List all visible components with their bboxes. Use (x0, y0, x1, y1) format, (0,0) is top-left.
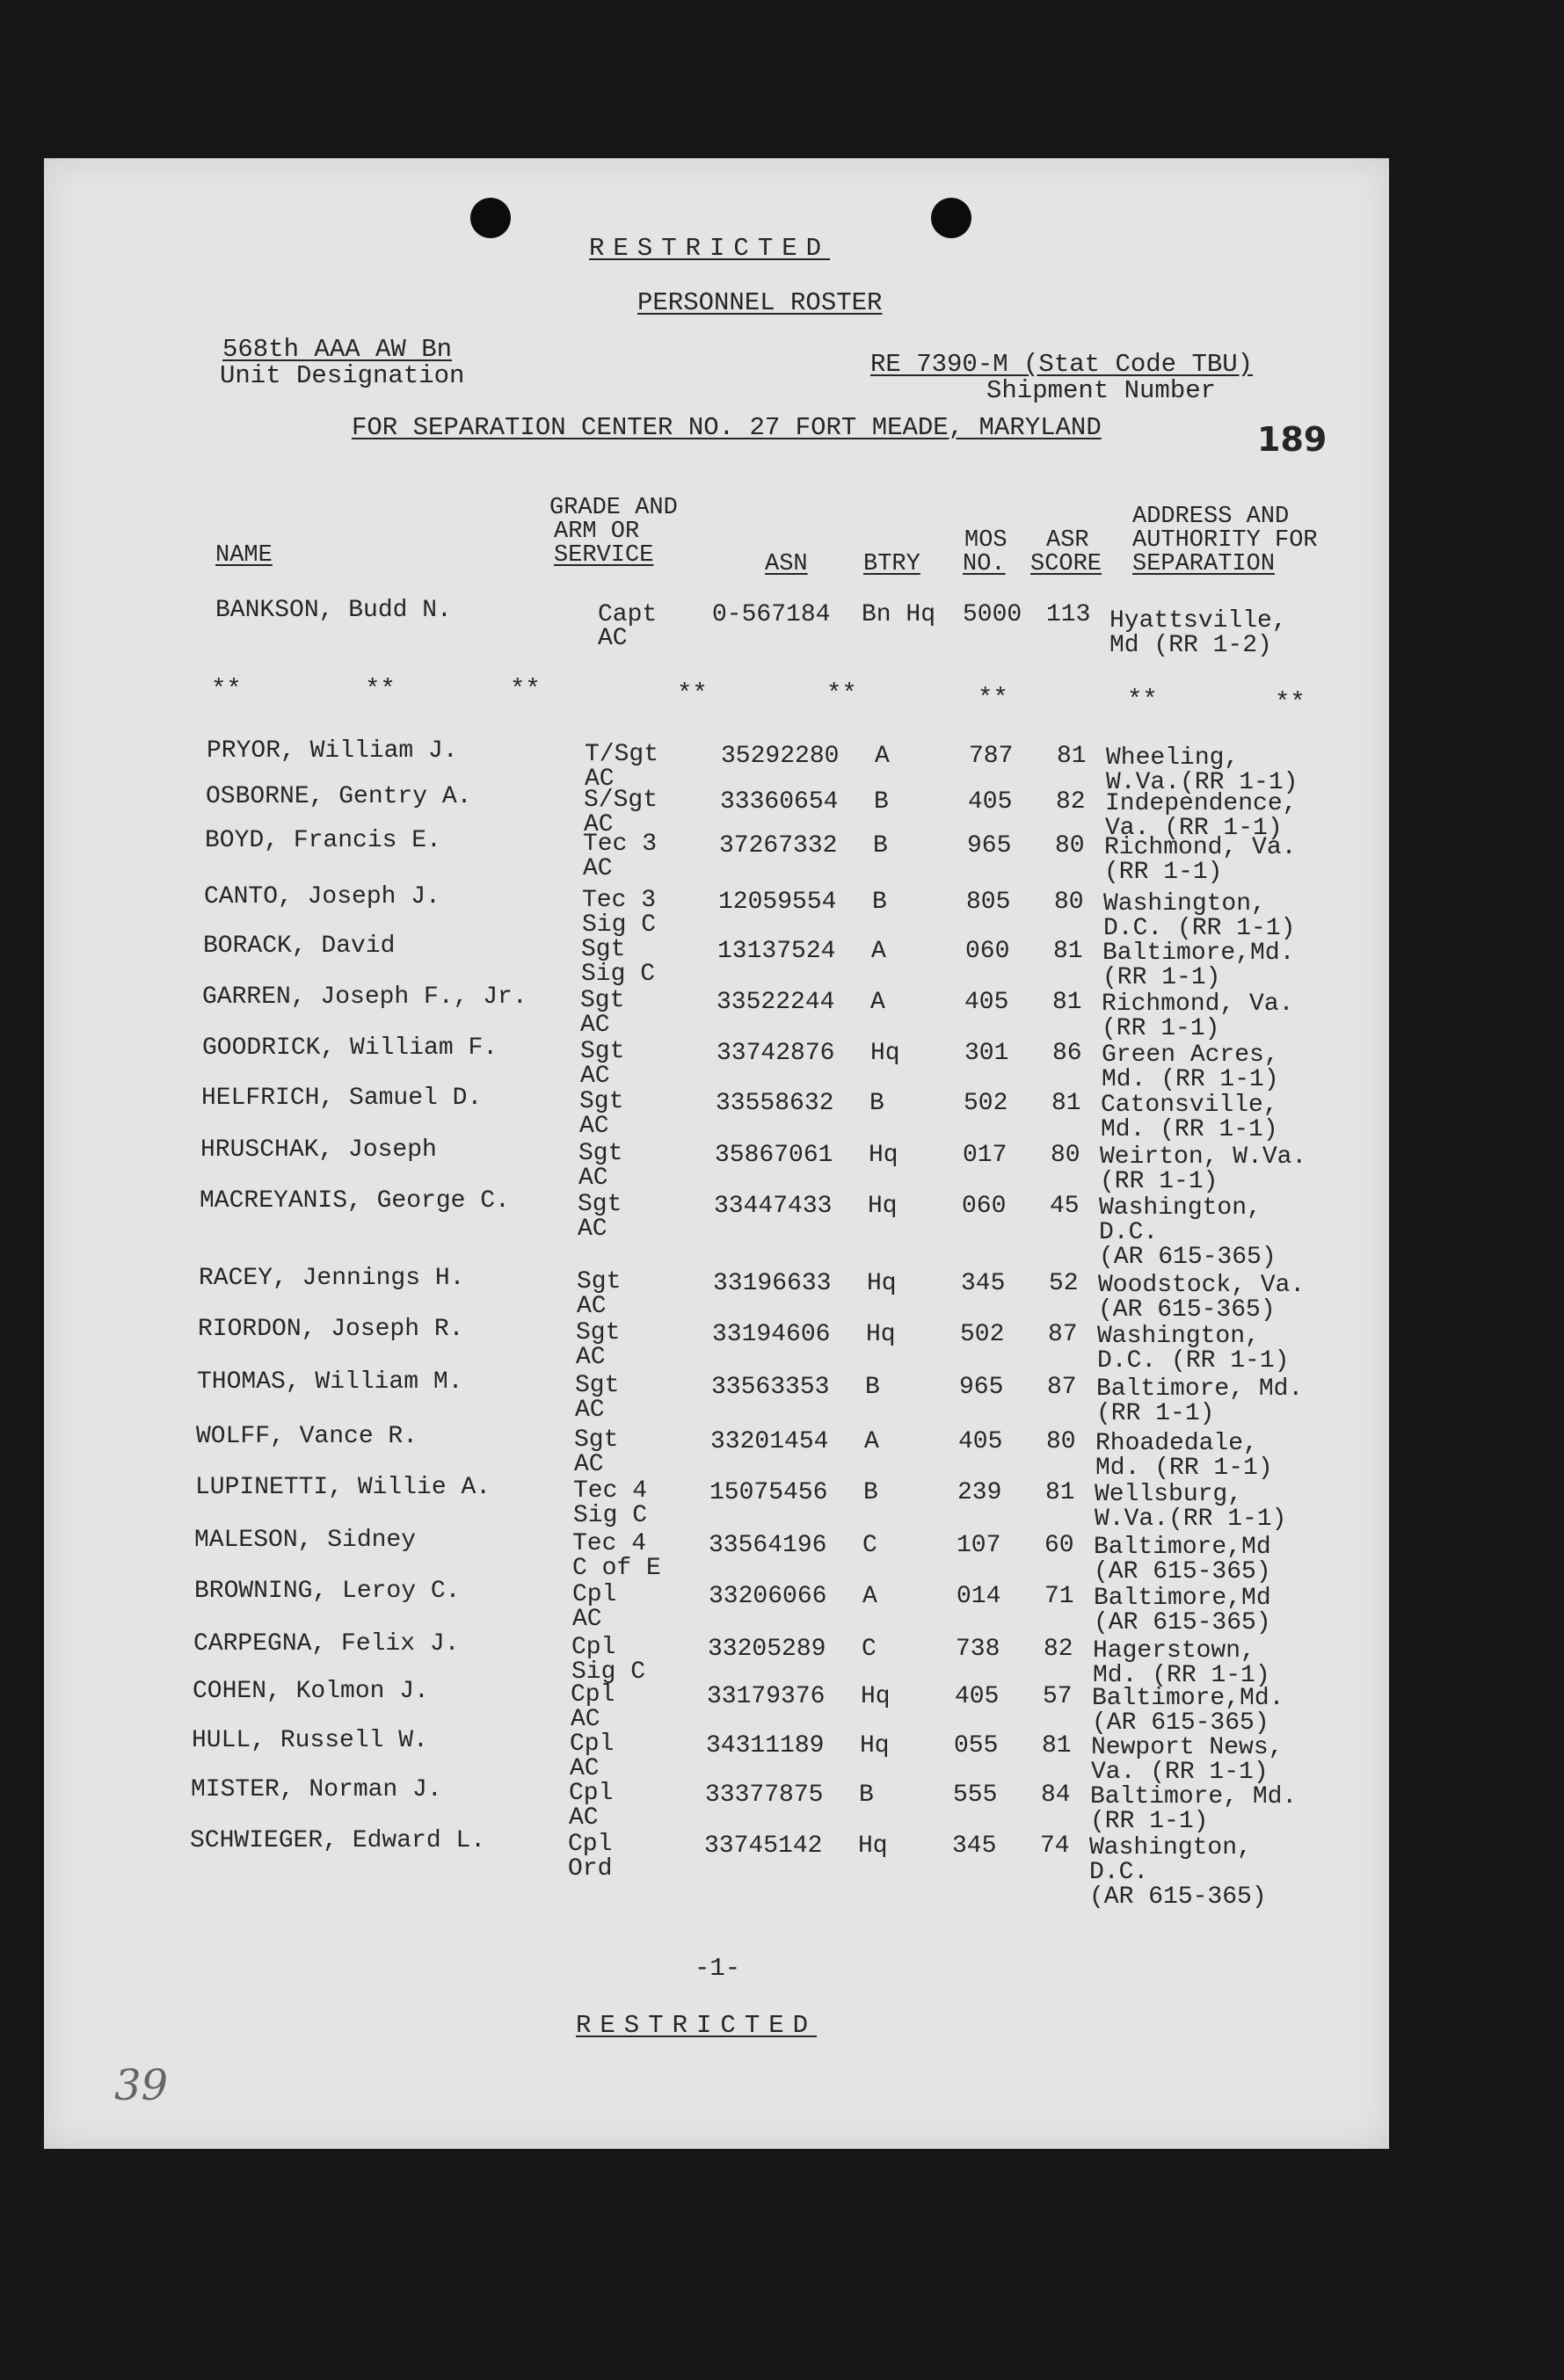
row-address-line1: Catonsville, (1101, 1092, 1278, 1119)
row-name: HULL, Russell W. (192, 1727, 428, 1754)
row-asn: 33563353 (711, 1374, 830, 1401)
row-btry: Hq (868, 1193, 898, 1220)
row-address-line1: Independence, (1105, 790, 1298, 817)
row-mos: 555 (953, 1781, 998, 1809)
row-mos: 805 (966, 889, 1011, 916)
row-address-line2: W.Va.(RR 1-1) (1095, 1506, 1287, 1533)
row-arm: Sig C (582, 911, 657, 939)
row-mos: 055 (954, 1732, 999, 1760)
row-mos: 787 (969, 743, 1014, 770)
col-address-line1: ADDRESS AND (1132, 504, 1290, 530)
row-arm: AC (569, 1804, 599, 1832)
officer-name: BANKSON, Budd N. (215, 597, 452, 624)
row-asr: 84 (1041, 1781, 1071, 1809)
roster-title: PERSONNEL ROSTER (637, 288, 883, 317)
officer-btry: Bn Hq (862, 601, 936, 628)
separator-asterisks: ** (510, 675, 541, 704)
row-asr: 87 (1048, 1321, 1078, 1348)
row-mos: 345 (952, 1832, 997, 1860)
row-asr: 60 (1044, 1532, 1074, 1559)
binder-hole-left (470, 198, 511, 238)
roster-page (44, 158, 1389, 2149)
row-name: HELFRICH, Samuel D. (201, 1085, 483, 1112)
officer-asr: 113 (1046, 601, 1091, 628)
separator-asterisks: ** (1127, 686, 1158, 715)
row-asr: 57 (1043, 1683, 1073, 1710)
row-asn: 13137524 (717, 938, 836, 965)
row-name: MISTER, Norman J. (191, 1776, 442, 1803)
row-btry: A (875, 743, 890, 770)
row-mos: 239 (957, 1479, 1002, 1506)
row-mos: 405 (968, 788, 1013, 816)
row-name: PRYOR, William J. (207, 737, 458, 765)
row-address-line2: (RR 1-1) (1102, 1015, 1220, 1042)
row-btry: A (864, 1428, 879, 1455)
row-btry: C (862, 1532, 877, 1559)
row-asn: 33179376 (707, 1683, 826, 1710)
officer-address-line1: Hyattsville, (1109, 607, 1287, 635)
row-address-line2: D.C. (1099, 1219, 1159, 1246)
col-asr-line1: ASR (1046, 527, 1089, 554)
row-grade: S/Sgt (584, 787, 658, 814)
row-address-line1: Baltimore, Md. (1090, 1783, 1298, 1810)
row-btry: B (872, 889, 887, 916)
row-address-line1: Washington, (1099, 1194, 1262, 1222)
row-asn: 33522244 (717, 989, 835, 1016)
col-mos-line2: NO. (963, 551, 1006, 577)
separator-asterisks: ** (677, 679, 708, 708)
row-arm: Sig C (581, 961, 656, 988)
row-address-line1: Baltimore,Md. (1102, 940, 1295, 967)
row-btry: A (862, 1583, 877, 1610)
row-name: BOYD, Francis E. (205, 827, 441, 854)
row-asn: 35292280 (721, 743, 840, 770)
row-arm: AC (585, 766, 615, 793)
row-name: MACREYANIS, George C. (200, 1187, 510, 1215)
row-asr: 80 (1046, 1428, 1076, 1455)
row-asr: 87 (1047, 1374, 1077, 1401)
row-grade: Sgt (578, 1140, 623, 1167)
row-arm: AC (584, 811, 614, 838)
row-btry: A (870, 989, 885, 1016)
col-address-line2: AUTHORITY FOR (1132, 527, 1318, 554)
row-asr: 52 (1049, 1270, 1079, 1297)
col-grade-line3: SERVICE (554, 542, 654, 569)
col-grade-line1: GRADE AND (549, 495, 678, 521)
row-address-line2: (AR 615-365) (1094, 1609, 1271, 1636)
officer-arm: AC (598, 625, 628, 652)
row-asr: 74 (1040, 1832, 1070, 1860)
row-address-line2: (RR 1-1) (1100, 1168, 1218, 1195)
row-name: HRUSCHAK, Joseph (200, 1136, 437, 1164)
row-asn: 33447433 (714, 1193, 833, 1220)
row-grade: Sgt (579, 1088, 624, 1115)
row-address-line1: Rhoadedale, (1095, 1430, 1258, 1457)
row-name: MALESON, Sidney (194, 1527, 417, 1554)
row-asr: 82 (1044, 1636, 1073, 1663)
row-btry: Hq (869, 1142, 898, 1169)
officer-address-line2: Md (RR 1-2) (1109, 632, 1272, 659)
row-asn: 15075456 (709, 1479, 828, 1506)
row-btry: B (873, 832, 888, 860)
row-asr: 45 (1050, 1193, 1080, 1220)
row-mos: 301 (964, 1040, 1009, 1067)
row-arm: AC (577, 1293, 607, 1320)
row-grade: Cpl (571, 1681, 615, 1709)
row-asn: 33196633 (713, 1270, 832, 1297)
row-address-line1: Washington, (1089, 1834, 1252, 1861)
row-grade: Cpl (572, 1581, 617, 1608)
row-asr: 86 (1052, 1040, 1082, 1067)
row-mos: 405 (958, 1428, 1003, 1455)
row-name: RIORDON, Joseph R. (198, 1316, 464, 1343)
row-btry: Hq (866, 1321, 896, 1348)
row-grade: Sgt (575, 1372, 620, 1399)
row-grade: Sgt (576, 1319, 621, 1346)
row-mos: 502 (960, 1321, 1005, 1348)
row-mos: 345 (961, 1270, 1006, 1297)
row-address-line1: Washington, (1097, 1323, 1260, 1350)
row-grade: Sgt (581, 936, 626, 963)
separation-center: FOR SEPARATION CENTER NO. 27 FORT MEADE, MARYLAND (352, 413, 1102, 442)
row-address-line1: Woodstock, Va. (1098, 1272, 1306, 1299)
officer-asn: 0-567184 (712, 601, 831, 628)
unit-designation-label: Unit Designation (220, 361, 465, 390)
row-asn: 33564196 (709, 1532, 827, 1559)
row-mos: 738 (956, 1636, 1000, 1663)
row-address-line2: Md. (RR 1-1) (1102, 1066, 1279, 1093)
row-arm: AC (578, 1165, 608, 1192)
row-asr: 82 (1056, 788, 1086, 816)
row-grade: Tec 3 (582, 887, 657, 914)
row-address-line1: Richmond, Va. (1104, 834, 1297, 861)
col-btry: BTRY (863, 551, 920, 577)
row-arm: AC (580, 1012, 610, 1039)
officer-mos: 5000 (963, 601, 1022, 628)
row-address-line2: D.C. (RR 1-1) (1097, 1347, 1290, 1375)
row-address-line2: Md. (RR 1-1) (1093, 1662, 1270, 1689)
row-asn: 12059554 (718, 889, 837, 916)
row-asr: 80 (1051, 1142, 1080, 1169)
row-mos: 060 (962, 1193, 1007, 1220)
row-address-line1: Baltimore,Md (1094, 1534, 1271, 1561)
row-address-line2: (RR 1-1) (1102, 964, 1221, 991)
row-asn: 33360654 (720, 788, 839, 816)
row-asn: 33201454 (710, 1428, 829, 1455)
row-address-line1: Weirton, W.Va. (1100, 1143, 1307, 1171)
row-asn: 33742876 (717, 1040, 835, 1067)
row-mos: 965 (967, 832, 1012, 860)
row-grade: Sgt (577, 1268, 622, 1295)
row-mos: 405 (964, 989, 1009, 1016)
separator-asterisks: ** (1275, 688, 1306, 717)
row-arm: AC (579, 1113, 609, 1140)
row-grade: Cpl (571, 1634, 616, 1661)
restricted-top: RESTRICTED (589, 234, 831, 263)
officer-grade: Capt (598, 601, 658, 628)
row-grade: Sgt (580, 987, 625, 1014)
row-mos: 502 (964, 1090, 1008, 1117)
row-asr: 71 (1044, 1583, 1074, 1610)
binder-hole-right (931, 198, 971, 238)
row-address-line1: Baltimore,Md (1094, 1585, 1271, 1612)
row-address-line2: Md. (RR 1-1) (1101, 1116, 1278, 1143)
row-arm: AC (583, 855, 613, 882)
separator-asterisks: ** (365, 675, 396, 704)
row-address-line2: W.Va.(RR 1-1) (1106, 769, 1298, 796)
row-address-line2: D.C. (RR 1-1) (1103, 915, 1296, 942)
row-arm: AC (571, 1706, 600, 1733)
row-address-line2: (AR 615-365) (1092, 1709, 1269, 1737)
row-address-line1: Newport News, (1091, 1734, 1284, 1761)
row-mos: 965 (959, 1374, 1004, 1401)
row-btry: B (874, 788, 889, 816)
col-name: NAME (215, 542, 273, 569)
separator-asterisks: ** (978, 684, 1008, 713)
row-grade: Cpl (570, 1731, 615, 1758)
row-name: GOODRICK, William F. (202, 1034, 498, 1062)
row-address-line2: Va. (RR 1-1) (1091, 1759, 1269, 1786)
row-mos: 060 (965, 938, 1010, 965)
row-address-line2: (AR 615-365) (1098, 1296, 1276, 1324)
row-arm: AC (570, 1755, 600, 1782)
row-name: THOMAS, William M. (197, 1368, 463, 1396)
col-asn: ASN (765, 551, 808, 577)
row-arm: AC (574, 1451, 604, 1478)
row-asr: 81 (1053, 938, 1083, 965)
row-asr: 81 (1057, 743, 1087, 770)
row-name: RACEY, Jennings H. (199, 1265, 465, 1292)
row-arm: AC (576, 1344, 606, 1371)
row-name: COHEN, Kolmon J. (193, 1678, 429, 1705)
page-stamp-number: 189 (1257, 420, 1328, 459)
row-arm: AC (578, 1215, 607, 1243)
row-arm: Ord (568, 1855, 613, 1883)
row-grade: Sgt (580, 1038, 625, 1065)
row-asr: 81 (1051, 1090, 1081, 1117)
row-arm: C of E (572, 1555, 661, 1582)
handwritten-note: 39 (114, 2061, 169, 2110)
row-name: SCHWIEGER, Edward L. (190, 1827, 486, 1854)
row-asn: 34311189 (706, 1732, 825, 1760)
row-asn: 37267332 (719, 832, 838, 860)
row-arm: Sig C (571, 1658, 646, 1686)
row-btry: Hq (870, 1040, 900, 1067)
row-address-line2: (AR 615-365) (1094, 1558, 1271, 1585)
row-address-line1: Baltimore, Md. (1096, 1375, 1304, 1403)
row-mos: 405 (955, 1683, 1000, 1710)
row-name: BORACK, David (203, 932, 396, 960)
row-btry: Hq (867, 1270, 897, 1297)
row-asr: 81 (1045, 1479, 1075, 1506)
shipment-number-label: Shipment Number (986, 376, 1217, 405)
row-name: CARPEGNA, Felix J. (193, 1630, 460, 1658)
row-btry: B (865, 1374, 880, 1401)
row-address-line2: (RR 1-1) (1090, 1808, 1209, 1835)
row-arm: Sig C (573, 1502, 648, 1529)
row-btry: B (863, 1479, 878, 1506)
row-name: BROWNING, Leroy C. (194, 1578, 461, 1605)
row-mos: 107 (957, 1532, 1001, 1559)
row-address-line3: (AR 615-365) (1099, 1244, 1277, 1271)
row-arm: AC (580, 1063, 610, 1090)
page-number: -1- (695, 1954, 741, 1983)
col-address-line3: SEPARATION (1132, 551, 1276, 577)
row-asn: 33194606 (712, 1321, 831, 1348)
row-arm: AC (575, 1397, 605, 1424)
row-grade: Tec 4 (572, 1530, 647, 1557)
col-grade-line2: ARM OR (554, 519, 640, 545)
row-grade: Tec 3 (583, 831, 658, 858)
row-btry: C (862, 1636, 877, 1663)
row-address-line1: Washington, (1103, 890, 1266, 918)
row-btry: Hq (860, 1732, 890, 1760)
row-mos: 017 (963, 1142, 1008, 1169)
row-asn: 33377875 (705, 1781, 824, 1809)
unit-designation-value: 568th AAA AW Bn (222, 335, 453, 364)
row-asn: 33205289 (708, 1636, 826, 1663)
row-btry: A (871, 938, 886, 965)
row-address-line1: Wheeling, (1106, 744, 1240, 772)
row-name: CANTO, Joseph J. (204, 883, 440, 911)
row-grade: Cpl (568, 1831, 613, 1858)
restricted-bottom: RESTRICTED (576, 2011, 818, 2040)
row-name: GARREN, Joseph F., Jr. (202, 983, 527, 1011)
row-address-line3: (AR 615-365) (1089, 1883, 1267, 1911)
row-grade: T/Sgt (585, 741, 659, 768)
col-mos-line1: MOS (964, 527, 1008, 554)
row-address-line1: Wellsburg, (1095, 1481, 1243, 1508)
row-arm: AC (572, 1606, 602, 1633)
row-address-line2: D.C. (1089, 1859, 1149, 1886)
row-btry: Hq (861, 1683, 891, 1710)
row-asn: 33745142 (704, 1832, 823, 1860)
row-asn: 33558632 (716, 1090, 834, 1117)
col-asr-line2: SCORE (1030, 551, 1102, 577)
row-name: LUPINETTI, Willie A. (195, 1474, 491, 1501)
row-btry: B (869, 1090, 884, 1117)
row-asn: 33206066 (709, 1583, 827, 1610)
row-asr: 81 (1042, 1732, 1072, 1760)
row-grade: Sgt (578, 1191, 622, 1218)
row-mos: 014 (957, 1583, 1001, 1610)
row-name: OSBORNE, Gentry A. (206, 783, 472, 810)
row-address-line2: (RR 1-1) (1104, 859, 1223, 886)
row-name: WOLFF, Vance R. (196, 1423, 418, 1450)
row-address-line2: (RR 1-1) (1096, 1400, 1215, 1427)
row-address-line1: Richmond, Va. (1102, 990, 1294, 1018)
row-address-line1: Green Acres, (1102, 1041, 1279, 1069)
row-asr: 80 (1055, 832, 1085, 860)
row-grade: Tec 4 (573, 1477, 648, 1505)
row-address-line1: Hagerstown, (1093, 1637, 1255, 1665)
separator-asterisks: ** (826, 679, 857, 708)
row-address-line2: Md. (RR 1-1) (1095, 1455, 1273, 1482)
row-asr: 81 (1052, 989, 1082, 1016)
row-btry: Hq (858, 1832, 888, 1860)
row-asr: 80 (1054, 889, 1084, 916)
separator-asterisks: ** (211, 675, 242, 704)
row-grade: Sgt (574, 1426, 619, 1454)
row-address-line1: Baltimore,Md. (1092, 1685, 1284, 1712)
row-btry: B (859, 1781, 874, 1809)
row-grade: Cpl (569, 1780, 614, 1807)
row-asn: 35867061 (715, 1142, 833, 1169)
row-address-line2: Va. (RR 1-1) (1105, 815, 1283, 842)
shipment-number-value: RE 7390-M (Stat Code TBU) (870, 350, 1254, 379)
